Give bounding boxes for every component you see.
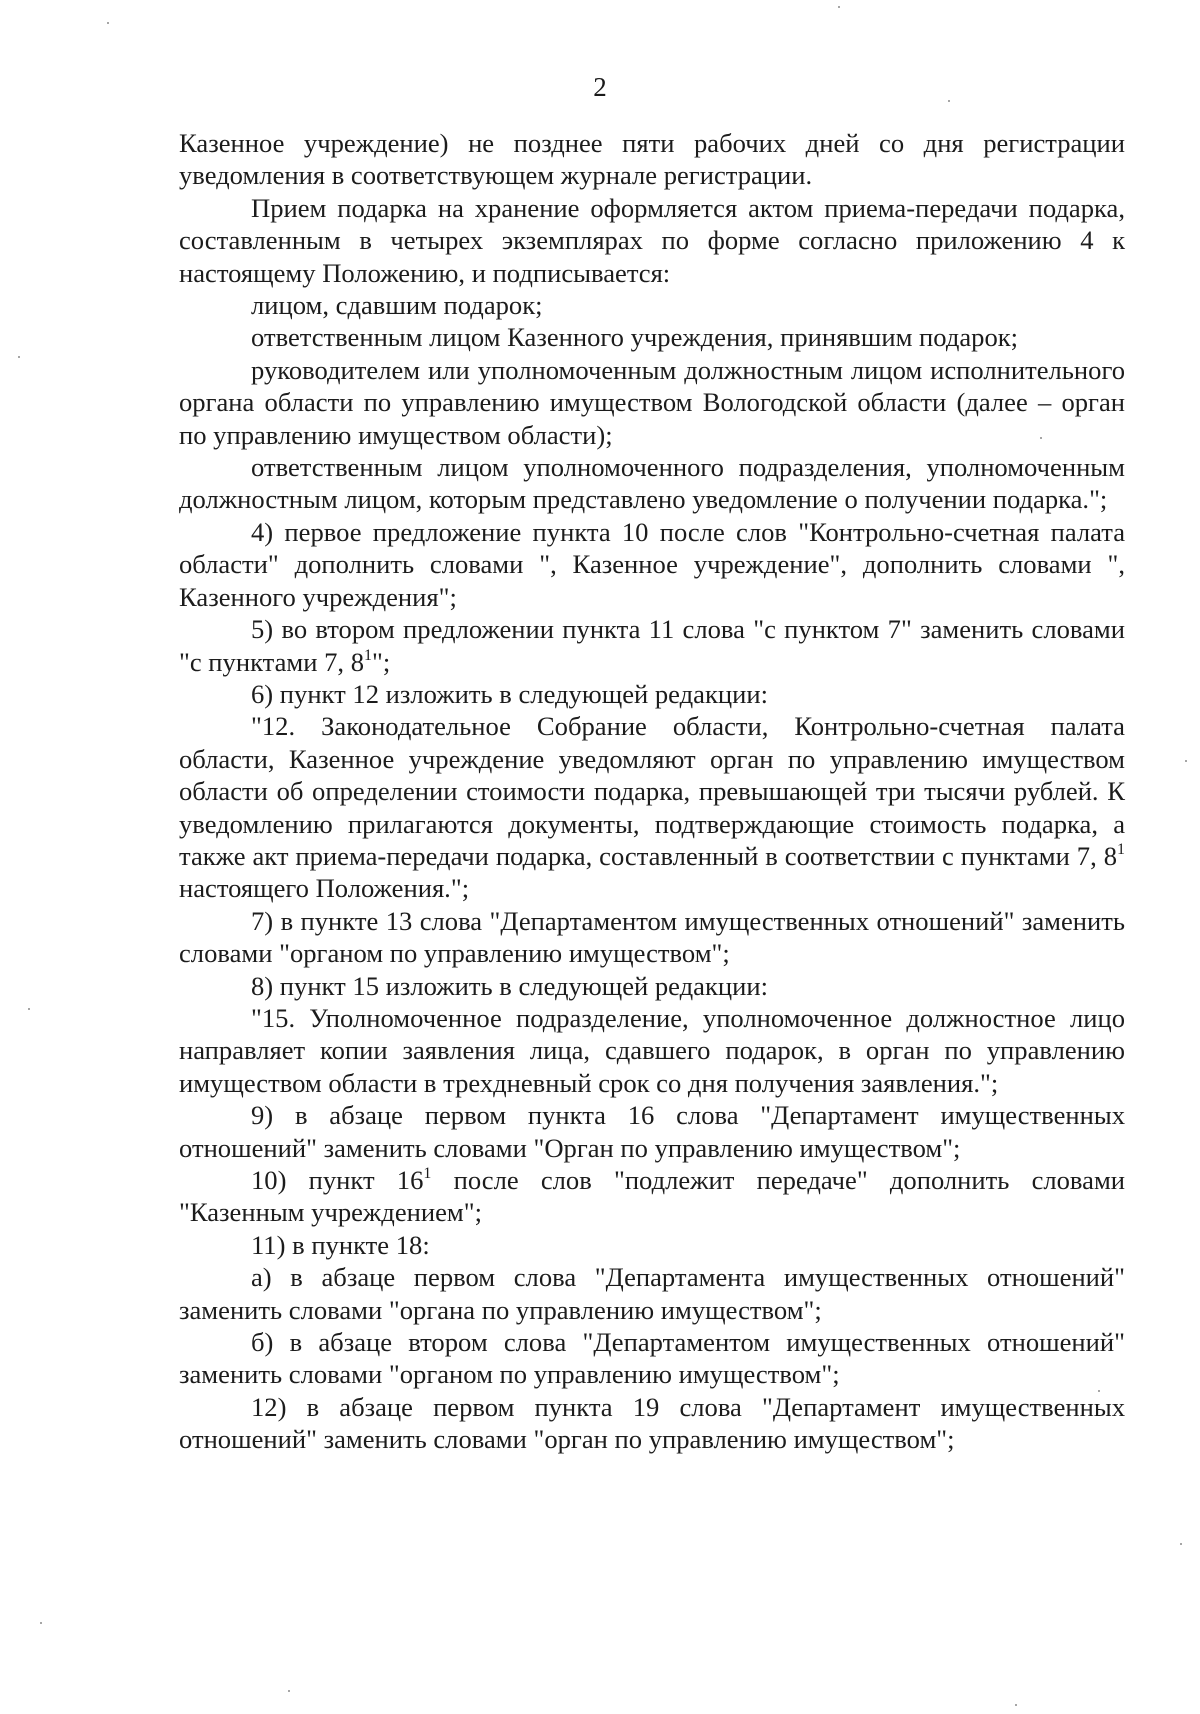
scan-speck — [40, 1622, 42, 1624]
superscript: 1 — [1117, 840, 1125, 858]
paragraph: 9) в абзаце первом пункта 16 слова "Департамент имущественных отношений" заменить словами "Орган по управлению имуществом"; — [179, 1100, 1125, 1163]
paragraph: а) в абзаце первом слова "Департамента имущественных отношений" заменить словами "органа по управлению имуществом"; — [179, 1262, 1125, 1325]
scan-speck — [1185, 760, 1187, 762]
superscript: 1 — [364, 646, 372, 664]
document-body — [179, 127, 1125, 1456]
paragraph: 11) в пункте 18: — [251, 1229, 430, 1260]
scan-speck — [18, 356, 20, 358]
paragraph: 12) в абзаце первом пункта 19 слова "Департамент имущественных отношений" заменить словами "орган по управлению имуществом"; — [179, 1391, 1125, 1455]
scan-speck — [1015, 1704, 1017, 1706]
paragraph: ответственным лицом уполномоченного подразделения, уполномоченным должностным лицом, которым представлено уведомление о получении подарка."; — [179, 452, 1125, 515]
scan-speck — [1040, 437, 1042, 439]
paragraph: ответственным лицом Казенного учреждения, принявшим подарок; — [251, 322, 1019, 353]
paragraph: 7) в пункте 13 слова "Департаментом имущественных отношений" заменить словами "органом по управлению имуществом"; — [179, 905, 1125, 969]
scan-speck — [28, 1008, 30, 1010]
paragraph: Прием подарка на хранение оформляется актом приема-передачи подарка, составленным в четырех экземплярах по форме согласно приложению 4 к настоящему Положению, и подписывается: — [179, 192, 1125, 288]
paragraph: 8) пункт 15 изложить в следующей редакции: — [251, 970, 768, 1001]
paragraph: Казенное учреждение) не позднее пяти рабочих дней со дня регистрации уведомления в соответствующем журнале регистрации. — [179, 128, 1125, 191]
paragraph — [179, 710, 1125, 904]
paragraph — [179, 1164, 1125, 1229]
paragraph-text: "12. Законодательное Собрание области, Контрольно-счетная палата области, Казенное учреждение уведомляют орган по управлению имуществом области об определении стоимости подарка, превышающей три тысячи рублей. К уведомлению прилагаются документы, подтверждающие стоимость подарка, а также акт приема-передачи подарка, составленный в соответствии с пунктами 7, 8 — [179, 711, 1125, 871]
scan-speck — [948, 100, 950, 102]
paragraph-text: 5) во втором предложении пункта 11 слова "с пунктом 7" заменить словами "с пунктами 7, 8 — [179, 614, 1125, 677]
paragraph: 4) первое предложение пункта 10 после слов "Контрольно-счетная палата области" дополнить словами ", Казенное учреждение", дополнить словами ", Казенного учреждения"; — [179, 516, 1125, 612]
paragraph: 6) пункт 12 изложить в следующей редакции: — [251, 678, 768, 709]
paragraph: "15. Уполномоченное подразделение, уполномоченное должностное лицо направляет копии заявления лица, сдавшего подарок, в орган по управлению имуществом области в трехдневный срок со дня получения заявления."; — [179, 1002, 1125, 1098]
paragraph-text: 10) пункт 16 — [251, 1165, 424, 1195]
paragraph-text: "; — [372, 646, 391, 677]
scan-speck — [107, 22, 109, 24]
scan-speck — [1180, 1543, 1182, 1545]
scan-speck — [838, 6, 840, 8]
scan-speck — [1098, 1390, 1100, 1392]
paragraph — [179, 613, 1125, 678]
superscript: 1 — [423, 1165, 432, 1182]
scan-speck — [288, 1690, 290, 1692]
paragraph: лицом, сдавшим подарок; — [251, 290, 543, 321]
page-number: 2 — [593, 72, 607, 102]
paragraph-text: настоящего Положения."; — [179, 873, 470, 904]
paragraph: б) в абзаце втором слова "Департаментом имущественных отношений" заменить словами "органом по управлению имуществом"; — [179, 1327, 1125, 1390]
paragraph: руководителем или уполномоченным должностным лицом исполнительного органа области по управлению имуществом Вологодской области (далее – орган по управлению имуществом области); — [179, 354, 1125, 450]
paragraph-text: после слов "подлежит передаче" дополнить словами "Казенным учреждением"; — [179, 1165, 1126, 1228]
